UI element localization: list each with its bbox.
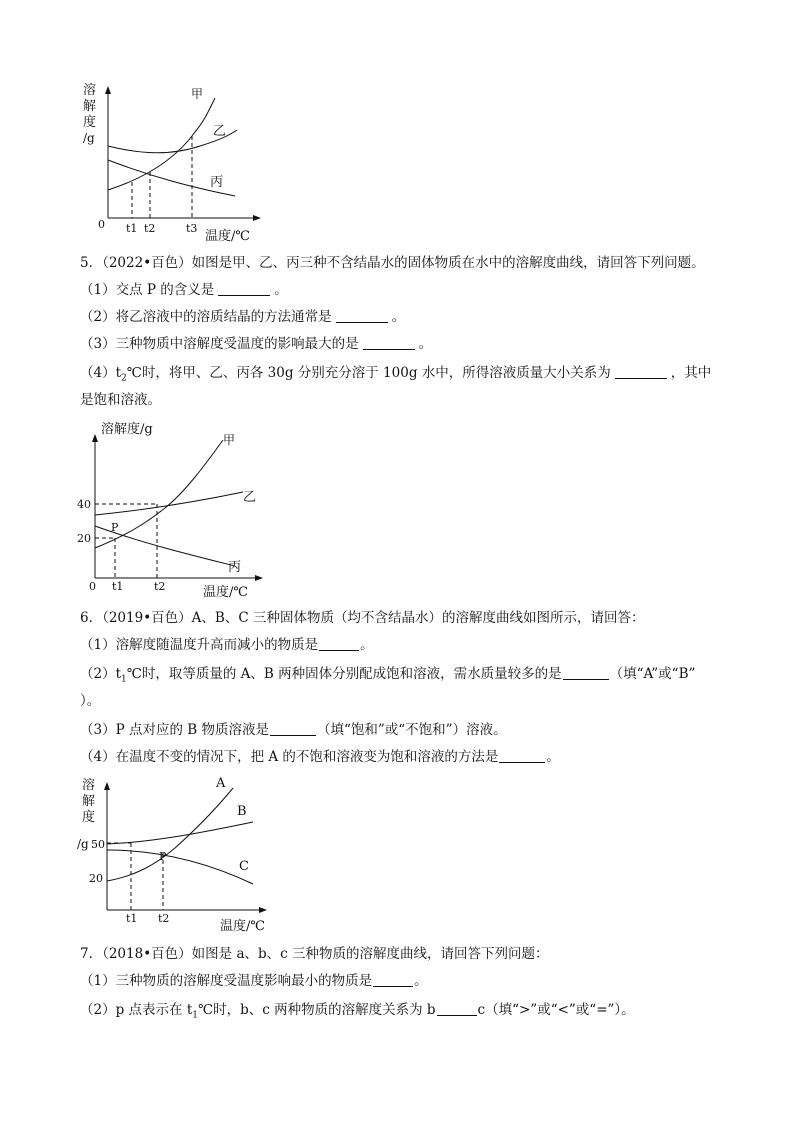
answer-blank[interactable]	[563, 666, 609, 680]
curve-B	[107, 822, 253, 844]
q6-sub-1-end: 。	[360, 637, 374, 653]
origin-label: 0	[98, 218, 105, 231]
curve-label-A: A	[216, 776, 226, 791]
x-tick-t2: t2	[154, 580, 166, 593]
solubility-figure-2	[75, 420, 275, 600]
q5-header: 5．（2022•百色）如图是甲、乙、丙三种不含结晶水的固体物质在水中的溶解度曲线，请回答下列问题。	[80, 255, 705, 271]
curve-A	[107, 788, 233, 881]
curve-label-jia: 甲	[223, 433, 236, 447]
q5-sub-4-text-b: ℃时，将甲、乙、丙各 30g 分别充分溶于 100g 水中，所得溶液质量大小关系为	[126, 365, 611, 381]
q6-sub-2-cont: ）。	[80, 693, 101, 709]
curve-label-C: C	[239, 859, 249, 874]
y-label-char-2: 解	[82, 794, 96, 809]
x-tick-t1: t1	[126, 222, 138, 235]
x-tick-t2: t2	[158, 912, 170, 925]
q6-sub-2	[80, 665, 695, 689]
y-label-unit: /g	[77, 837, 89, 851]
x-axis-label: 温度/℃	[220, 919, 265, 934]
q5-sub-4	[80, 364, 711, 388]
answer-blank[interactable]	[336, 309, 388, 323]
q6-sub-1	[80, 636, 374, 654]
q7-sub-2-text-c: c（填“>”或“<”或“=”）。	[477, 1002, 635, 1018]
q7-sub-2	[80, 1001, 635, 1025]
solubility-figure-3	[75, 770, 280, 940]
q5-sub-4-text-c: ，其中	[670, 365, 712, 381]
q5-sub-1-text: （1）交点 P 的含义是	[80, 282, 215, 298]
q5-sub-2-text: （2）将乙溶液中的溶质结晶的方法通常是	[80, 309, 332, 325]
q6-sub-3-text: （3）P 点对应的 B 物质溶液是	[80, 722, 269, 738]
y-tick-40: 40	[77, 498, 91, 511]
curve-label-yi: 乙	[243, 490, 257, 505]
y-label-char-3: 度	[82, 810, 96, 825]
q5-sub-4-cont: 是饱和溶液。	[80, 392, 161, 408]
answer-blank[interactable]	[499, 749, 545, 763]
answer-blank[interactable]	[363, 336, 415, 350]
q6-sub-2-text-b: ℃时，取等质量的 A、B 两种固体分别配成饱和溶液，需水质量较多的是	[126, 666, 562, 682]
q5-sub-4-text-a: （4）t	[80, 365, 122, 381]
q6-sub-3-end: （填“饱和”或“不饱和”）溶液。	[316, 722, 507, 738]
q6-sub-2-text-a: （2）t	[80, 666, 122, 682]
y-label-char-1: 溶	[83, 83, 97, 98]
answer-blank[interactable]	[437, 1002, 477, 1016]
q6-sub-2-subscript: 1	[121, 674, 127, 685]
curve-label-B: B	[237, 804, 247, 819]
y-tick-20: 20	[77, 532, 91, 545]
q5-sub-1	[80, 281, 288, 299]
q7-sub-2-text-a: （2）p 点表示在 t	[80, 1002, 193, 1018]
q7-sub-2-subscript: 1	[192, 1010, 198, 1021]
q5-sub-3	[80, 335, 432, 353]
x-tick-t3: t3	[186, 222, 198, 235]
q7-sub-2-text-b: ℃时，b、c 两种物质的溶解度关系为 b	[197, 1002, 436, 1018]
y-label-char-2: 解	[83, 99, 97, 114]
q7-sub-1-end: 。	[414, 973, 428, 989]
q5-sub-3-end: 。	[418, 336, 433, 352]
curve-jia	[108, 98, 215, 190]
point-p-label: P	[159, 850, 167, 863]
x-axis-label: 温度/℃	[203, 585, 248, 600]
q5-sub-1-end: 。	[274, 282, 288, 298]
curve-label-yi: 乙	[213, 124, 227, 139]
answer-blank[interactable]	[270, 722, 316, 736]
q6-sub-1-text: （1）溶解度随温度升高而减小的物质是	[80, 637, 319, 653]
q6-sub-3	[80, 721, 507, 739]
solubility-figure-1	[75, 80, 275, 245]
y-label-unit: /g	[83, 131, 95, 145]
answer-blank[interactable]	[319, 637, 359, 651]
q7-sub-1	[80, 972, 428, 990]
q6-sub-4	[80, 748, 560, 766]
y-label-char-1: 溶	[82, 778, 96, 793]
point-p-label: P	[111, 521, 119, 534]
q5-sub-2	[80, 308, 405, 326]
y-tick-20: 20	[89, 872, 103, 885]
x-tick-t2: t2	[144, 222, 156, 235]
x-axis-label: 温度/℃	[205, 229, 250, 244]
q6-sub-2-text-c: （填“A”或“B”	[609, 666, 696, 682]
answer-blank[interactable]	[615, 365, 667, 379]
x-tick-t1: t1	[126, 912, 138, 925]
y-label-char-3: 度	[83, 115, 97, 130]
q6-sub-4-text: （4）在温度不变的情况下，把 A 的不饱和溶液变为饱和溶液的方法是	[80, 749, 499, 765]
q5-sub-3-text: （3）三种物质中溶解度受温度的影响最大的是	[80, 336, 359, 352]
curve-label-jia: 甲	[191, 87, 204, 101]
y-axis-label: 溶解度/g	[101, 422, 153, 437]
q7-sub-1-text: （1）三种物质的溶解度受温度影响最小的物质是	[80, 973, 373, 989]
x-tick-t1: t1	[112, 580, 124, 593]
answer-blank[interactable]	[373, 973, 413, 987]
y-tick-50: 50	[91, 838, 105, 851]
q6-header: 6．（2019•百色）A、B、C 三种固体物质（均不含结晶水）的溶解度曲线如图所示，请回答：	[80, 610, 645, 626]
q5-sub-4-subscript: 2	[121, 373, 127, 384]
q7-header: 7．（2018•百色）如图是 a、b、c 三种物质的溶解度曲线，请回答下列问题：	[80, 946, 549, 962]
q5-sub-2-end: 。	[391, 309, 406, 325]
origin-label: 0	[89, 580, 96, 593]
q6-sub-4-end: 。	[546, 749, 560, 765]
curve-label-bing: 丙	[228, 560, 242, 575]
answer-blank[interactable]	[218, 282, 270, 296]
curve-C	[107, 850, 253, 884]
curve-label-bing: 丙	[210, 175, 224, 190]
